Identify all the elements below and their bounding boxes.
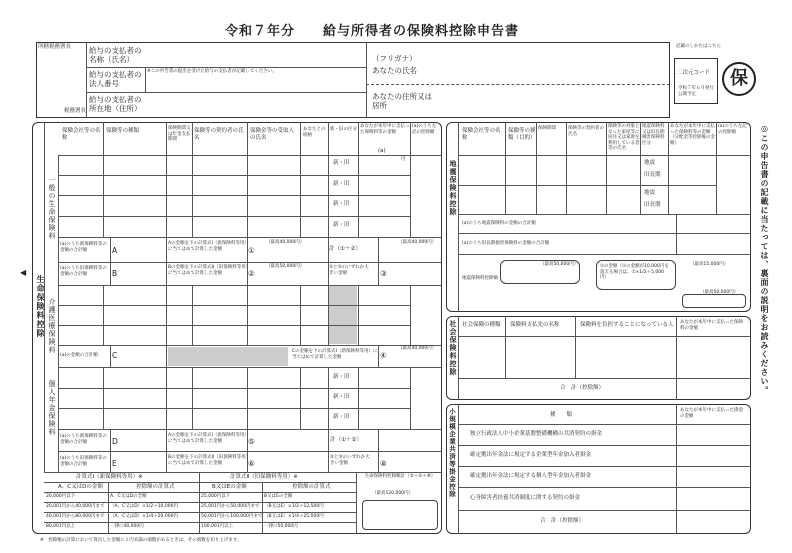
calc-old-label: Bの金額を下の計算式II（旧保険料等用）に当てはめて計算した金額	[168, 265, 248, 276]
formula1-col-a: A、C又はDの金額	[58, 484, 103, 490]
footnote: ※ 控除額の計算において算出した金額に１円未満の端数があるときは、その端数を切り上げます。	[40, 538, 242, 543]
quake-max-50000: （最高50,000円）	[540, 262, 579, 267]
f2-r1-b: B又はEの全額	[264, 494, 293, 499]
quake-col-contractor: 保険等の契約者の氏名	[568, 126, 604, 137]
f2-r3-b: （B又はE）×1/4＋25,000円	[264, 514, 324, 519]
your-address-field[interactable]	[440, 86, 668, 116]
pension-old-total: (a)のうち旧保険料等の金額の合計額	[60, 456, 107, 467]
quake-col-amount: あなたが本年中に支払った保険料等の金額（分配金等控除後の金額）	[670, 124, 715, 146]
max-40000-c: （最高40,000円）	[398, 346, 437, 351]
payer-number-note: ※この申告書の提出を受けた給与の支払者が記載してください。	[147, 69, 277, 74]
quake-calc-note: ①の金額（①の金額が10,000円を超える場合は、①×1/2＋5,000円）	[600, 264, 669, 280]
page-title: 令和７年分 給与所得者の保険料控除申告書	[225, 24, 520, 39]
new-total-label: (a)のうち新保険料等の金額の合計額	[60, 242, 107, 253]
f1-r2-a: 20,001円から40,000円まで	[46, 504, 105, 509]
pension-label: 個人年金保険料	[48, 380, 56, 436]
new-old-4[interactable]: 新・旧	[333, 222, 350, 228]
life-section-label: 生命保険料控除	[36, 275, 45, 338]
office-label: 所轄税務署長	[38, 44, 72, 50]
mark-5: ⑤	[248, 437, 255, 446]
payer-name-field[interactable]	[145, 44, 365, 66]
quake-opt-2[interactable]: 地震	[644, 190, 656, 196]
col-company: 保険会社等の名称	[62, 128, 101, 141]
f1-r1-a: 20,000円以下	[46, 494, 76, 499]
yen-mark: 円	[401, 157, 406, 162]
pension-new-total: (a)のうち新保険料等の金額の合計額	[60, 434, 107, 445]
f2-r3-a: 50,001円から100,000円まで	[201, 514, 263, 519]
col-recipient: 保険金等の受取人の氏名	[250, 128, 295, 141]
side-instruction: ◎この申告書の記載に当たっては、裏面の説明をお読みください。	[760, 124, 769, 395]
formula2-col-a: B又はEの金額	[212, 484, 247, 490]
f1-r2-b: （A、C又はD）×1/2＋10,000円	[110, 504, 178, 509]
mark-1: ①	[248, 246, 255, 255]
quake-max-50000b: （最高50,000円）	[700, 290, 739, 295]
social-section-label: 社会保険料控除	[449, 320, 457, 376]
old-total-q-label: (a)のうち旧長期損害保険料の金額の合計額	[462, 241, 550, 246]
max-50000: （最高50,000円）	[266, 264, 305, 269]
new-old-p3[interactable]: 新・旧	[333, 414, 350, 420]
calc-new-label: Aの金額を下の計算式I（新保険料等用）に当てはめて計算した金額	[168, 241, 247, 252]
calc-care-label: Cの金額を下の計算式I（新保険料等用）に当てはめて計算した金額	[292, 349, 378, 360]
mark-C: C	[112, 351, 118, 360]
f1-r1-b: A、C又はDの全額	[110, 494, 147, 499]
mark-8: ⑧	[380, 459, 387, 468]
payer-address-label: 給与の支払者の所在地（住所）	[89, 95, 142, 113]
f2-r2-b: （B又はE）×1/2＋12,500円	[264, 504, 324, 509]
qr-label: 二次元コード	[677, 70, 711, 76]
qr-note: 記載のしかたはこちら	[676, 44, 721, 49]
social-col-amount: あなたが本年中に支払った保険料の金額	[680, 320, 743, 331]
mark-6: ⑥	[248, 459, 255, 468]
quake-max-15000: （最高15,000円）	[690, 262, 729, 267]
sum-5-6: 計（①＋②）	[330, 437, 362, 443]
old-opt-1[interactable]: 旧長期	[644, 172, 661, 178]
mark-2: ②	[248, 269, 255, 278]
col-relation: あなたとの続柄	[303, 127, 326, 138]
f1-r4-a: 80,001円以上	[46, 524, 76, 529]
pension-calc-old: Bの金額を下の計算式II（旧保険料等用）に当てはめて計算した金額	[168, 455, 248, 466]
payer-number-field[interactable]	[146, 76, 365, 91]
quake-col-period: 保険期間	[538, 126, 556, 131]
life-total-deduction-label: 生命保険料控除額計（②＋⑤＋⑧）	[364, 474, 436, 479]
qr-sub: 令和７年６月発行公開予定	[678, 86, 714, 97]
quake-col-kind: 地震保険料又は旧長期損害保険料区分	[642, 124, 665, 146]
smallbiz-row-2: 確定拠出年金法に規定する企業型年金加入者掛金	[470, 452, 592, 458]
mark-E: E	[112, 459, 117, 468]
new-old-3[interactable]: 新・旧	[333, 201, 350, 207]
payer-address-field[interactable]	[145, 94, 365, 117]
col-new-old: 新・旧の区分	[330, 127, 357, 132]
hoken-stamp: 保	[722, 62, 756, 96]
sum-1-2: 計（①＋②）	[329, 246, 361, 252]
f1-r3-a: 40,001円から80,000円まで	[46, 514, 105, 519]
new-old-p2[interactable]: 新・旧	[333, 394, 350, 400]
tax-office-suffix: 税務署長	[64, 108, 87, 114]
smallbiz-col-kind: 種 類	[550, 412, 573, 418]
f2-r2-a: 25,001円から50,000円まで	[201, 504, 260, 509]
f2-r4-a: 100,001円以上	[201, 524, 234, 529]
f2-r4-b: 一律に50,000円	[264, 524, 298, 529]
social-total-label: 合 計（控除額）	[560, 385, 605, 391]
mark-3: ③	[380, 269, 387, 278]
life-arrow-icon: ◀	[20, 268, 27, 277]
formula1-title: 計算式Ⅰ（新保険料等用）※	[76, 474, 143, 480]
general-life-label: 一般の生命保険料	[48, 176, 56, 240]
social-col-type: 社会保険の種類	[462, 322, 501, 328]
mark-4: ④	[380, 351, 387, 360]
col-contractor: 保険等の契約者の氏名	[194, 128, 244, 141]
smallbiz-row-3: 確定拠出年金法に規定する個人型年金加入者掛金	[470, 473, 592, 479]
max-40000-b: （最高40,000円）	[398, 240, 437, 245]
your-name-field[interactable]	[440, 46, 668, 82]
f2-r1-a: 25,000円以下	[201, 494, 231, 499]
quake-total-field[interactable]	[682, 294, 746, 308]
compare-label: ②と③のいずれか大きい金額	[329, 265, 369, 276]
your-address-label: あなたの住所又は居所	[372, 92, 432, 110]
social-col-bearer: 保険料を負担することになっている人	[580, 322, 674, 328]
col-share: (a)のうち左記の控除額	[412, 124, 437, 135]
mark-B: B	[112, 269, 118, 278]
care-label: 介護医療保険料	[48, 298, 56, 354]
quake-opt-1[interactable]: 地震	[644, 160, 656, 166]
formula2-title: 計算式Ⅱ（旧保険料等用）※	[230, 474, 298, 480]
care-total-label: (a)の金額の合計額	[60, 353, 98, 358]
old-total-label: (a)のうち旧保険料等の金額の合計額	[60, 266, 107, 277]
furigana-label: （フリガナ）	[372, 54, 417, 63]
new-old-2[interactable]: 新・旧	[333, 181, 350, 187]
f1-r4-b: 一律に40,000円	[110, 524, 144, 529]
your-name-label: あなたの氏名	[372, 66, 417, 75]
qr-code-box	[674, 58, 718, 104]
f1-r3-b: （A、C又はD）×1/4＋20,000円	[110, 514, 178, 519]
quake-calc-label: 地震保険料控除額	[462, 276, 498, 281]
smallbiz-total-label: 合 計（控除額）	[540, 518, 585, 524]
a-mark: (a)	[378, 148, 386, 154]
smallbiz-row-1: 独立行政法人中小企業基盤整備機構の共済契約の掛金	[470, 431, 603, 437]
quake-total-label: (a)のうち地震保険料の金額の合計額	[462, 221, 536, 226]
social-col-payee: 保険料支払先の名称	[510, 322, 560, 328]
old-opt-2[interactable]: 旧長期	[644, 202, 661, 208]
new-old-p1[interactable]: 新・旧	[333, 374, 350, 380]
formula1-col-b: 控除額の計算式	[136, 484, 175, 490]
pension-compare: ②と③のいずれか大きい金額	[330, 455, 370, 466]
mark-A: A	[112, 246, 118, 255]
smallbiz-section-label: 小規模企業共済等掛金控除	[448, 408, 456, 498]
quake-col-company: 保険会社等の名称	[462, 128, 501, 141]
quake-col-share: (a)のうち左記の控除額	[718, 124, 747, 135]
smallbiz-row-4: 心身障害者扶養共済制度に関する契約の掛金	[470, 495, 581, 501]
pension-calc-new: Aの金額を下の計算式I（新保険料等用）に当てはめて計算した金額	[168, 433, 247, 444]
new-old-1[interactable]: 新・旧	[333, 160, 350, 166]
col-type: 保険等の種類	[106, 128, 140, 134]
quake-section-label: 地震保険料控除	[449, 160, 457, 216]
payer-number-label: 給与の支払者の法人番号	[89, 70, 142, 88]
payer-name-label: 給与の支払者の名称（氏名）	[89, 46, 142, 64]
col-period: 保険期間又は年金支払期間	[168, 126, 191, 142]
smallbiz-col-amount: あなたが本年中に支払った掛金の金額	[680, 408, 743, 419]
max-40000: （最高40,000円）	[266, 240, 305, 245]
life-total-deduction-field[interactable]	[362, 500, 438, 530]
col-amount: あなたが本年中に支払った保険料等の金額	[360, 124, 410, 135]
formula2-col-b: 控除額の計算式	[292, 484, 331, 490]
quake-col-type: 保険等の種類（目的）	[508, 128, 536, 141]
quake-col-object: 保険等の対象となった家屋等に居住又は家財を利用している者等の氏名	[608, 124, 640, 151]
max-120000: （最高120,000円）	[372, 491, 414, 496]
mark-D: D	[112, 437, 118, 446]
